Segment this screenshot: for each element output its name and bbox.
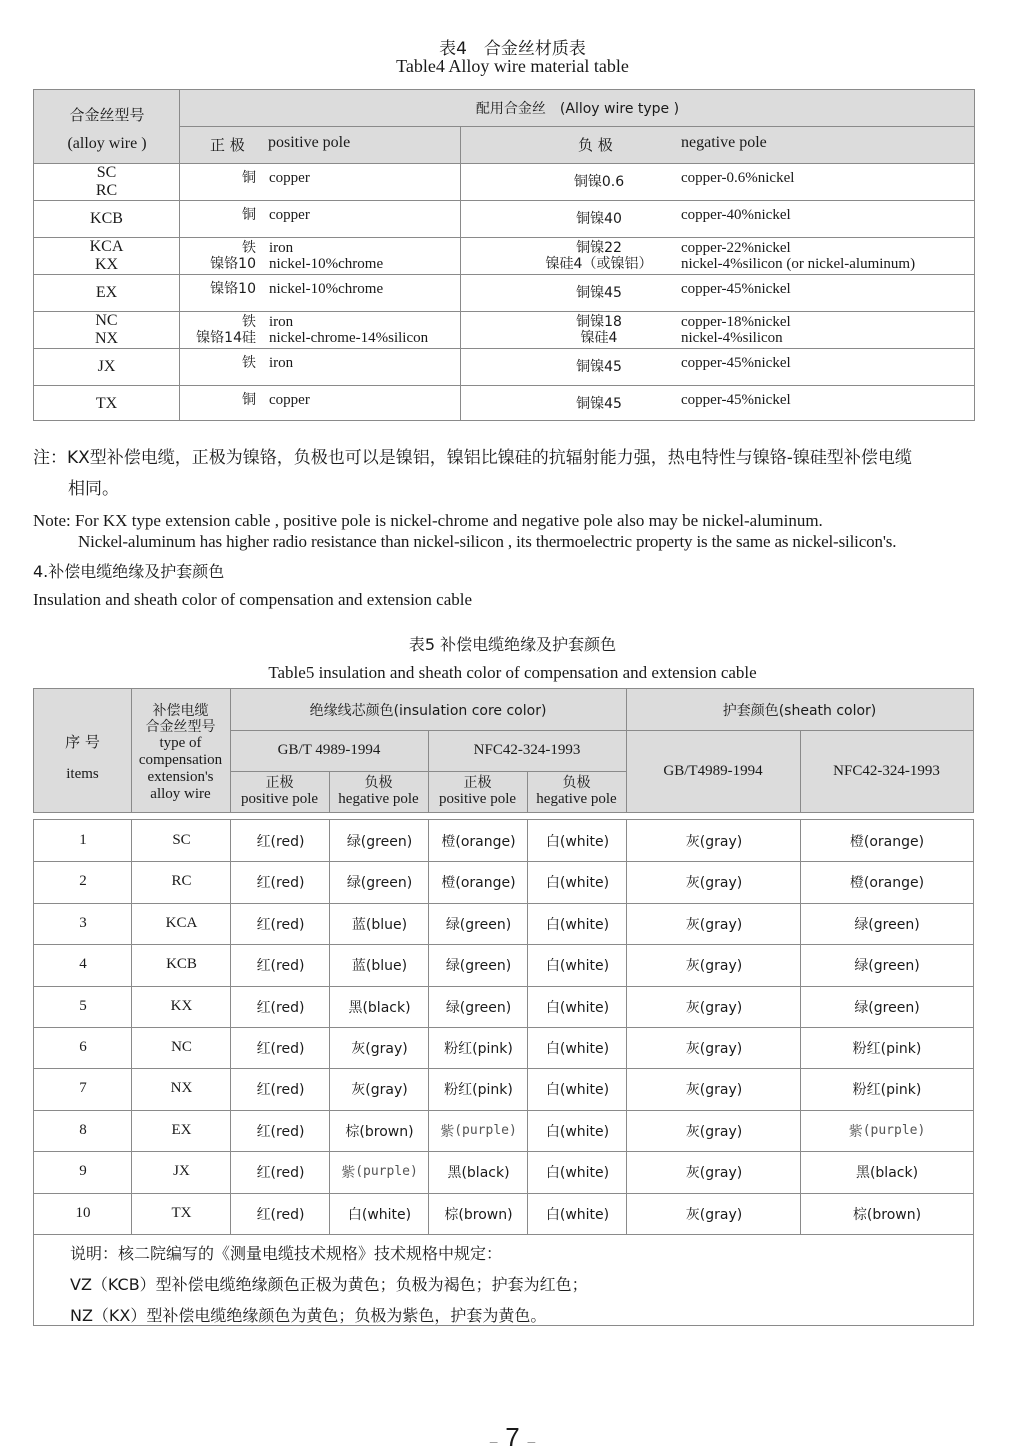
- color-cn: 紫: [341, 1164, 356, 1181]
- table5-cell-gb-positive: 红(red): [256, 1206, 305, 1223]
- table4-header-group: 配用合金丝 (Alloy wire type ): [475, 101, 680, 117]
- neg-material-cn: 铜镍45: [576, 358, 622, 375]
- table5-header-items-en: items: [66, 765, 99, 782]
- table5-cell-nfc-negative: 白(white): [545, 1081, 610, 1098]
- table4-row-pos-cn: [180, 270, 256, 307]
- pos-material-en: copper: [269, 206, 310, 223]
- section-heading-cn: 4.补偿电缆绝缘及护套颜色: [33, 562, 225, 581]
- page-number: – 7 –: [489, 1422, 536, 1452]
- table5-cell-sheath-gb: 灰(gray): [685, 1040, 743, 1057]
- table5-header-type: [131, 703, 230, 803]
- table5-cell-gb-negative: [330, 1151, 429, 1192]
- neg-material-cn: 铜镍45: [576, 284, 622, 301]
- table5-cell-nfc-positive: 粉红(pink): [444, 1040, 513, 1057]
- neg-material-en: copper-45%nickel: [681, 280, 791, 297]
- table4-header-pos-en: positive pole: [268, 134, 351, 151]
- table5-header-type-en4: alloy wire: [150, 786, 211, 802]
- table5-cell-sheath-nfc: 棕(brown): [852, 1206, 922, 1223]
- table4-header-neg-cn: 负 极: [578, 136, 613, 154]
- pos-material-en: iron: [269, 354, 294, 371]
- pos-material-cn: 铜: [242, 206, 256, 223]
- divider: [34, 1234, 973, 1235]
- alloy-type: KCB: [90, 209, 123, 227]
- table5-cell-nfc-positive: 橙(orange): [441, 833, 516, 850]
- alloy-type: TX: [95, 394, 118, 412]
- table5-cell-nfc-negative: 白(white): [545, 1123, 610, 1140]
- pos-material-cn: 铜: [242, 391, 256, 408]
- table4-row-pos-cn: [180, 344, 256, 381]
- neg-material-cn: 铜镍18: [576, 313, 622, 330]
- table5-header-type-cn1: 补偿电缆: [152, 703, 209, 719]
- table4-row-pos-cn: [180, 159, 256, 196]
- table4-row-pos-cn: [180, 311, 256, 348]
- neg-material-en: nickel-4%silicon (or nickel-aluminum): [681, 255, 916, 272]
- table5-header-insulation: 绝缘线芯颜色(insulation core color): [309, 702, 547, 719]
- table4-row-neg-en: [681, 311, 973, 348]
- neg-material-en: nickel-4%silicon: [681, 329, 783, 346]
- table5-cell-gb-negative: 灰(gray): [351, 1040, 408, 1057]
- table5-cell-item-number: 3: [79, 915, 87, 931]
- table4-row-type: [34, 163, 179, 200]
- pos-material-en: nickel-chrome-14%silicon: [269, 329, 429, 346]
- table5-cell-sheath-gb: 灰(gray): [685, 916, 743, 933]
- alloy-type: NC: [95, 311, 118, 329]
- table5-header-nfc-pos: [428, 775, 527, 808]
- table4-row-neg-en: [681, 237, 973, 274]
- table5-cell-alloy-type: SC: [172, 832, 191, 848]
- table5-cell-sheath-gb: 灰(gray): [685, 874, 743, 891]
- table4-row-pos-en: [269, 344, 459, 381]
- table5-cell-nfc-negative: 白(white): [545, 999, 610, 1016]
- table4-header-alloy-cn: 合金丝型号: [69, 105, 145, 124]
- alloy-type: KCA: [89, 237, 124, 255]
- table5-cell-sheath-gb: 灰(gray): [685, 1123, 743, 1140]
- table5-cell-gb-positive: 红(red): [256, 1040, 305, 1057]
- table5-cell-gb-negative: 灰(gray): [351, 1081, 408, 1098]
- table5-header: [33, 688, 974, 813]
- table5-cell-sheath-nfc: 绿(green): [854, 916, 920, 933]
- table5-cell-alloy-type: NX: [170, 1080, 193, 1096]
- table5-cell-nfc-positive: 橙(orange): [441, 874, 516, 891]
- neg-material-cn: 铜镍22: [576, 239, 622, 256]
- pos-material-cn: 镍铬10: [210, 255, 256, 272]
- table5-cell-item-number: 8: [79, 1122, 87, 1138]
- table4-header-alloy-en: (alloy wire ): [67, 135, 147, 152]
- table5-cell-nfc-positive: 粉红(pink): [444, 1081, 513, 1098]
- table4-row-neg-en: [681, 270, 973, 307]
- table5-cell-alloy-type: JX: [173, 1163, 190, 1179]
- table5-cell-sheath-nfc: 黑(black): [855, 1164, 919, 1181]
- table4-row-neg-cn: [514, 200, 684, 237]
- alloy-type: KX: [94, 255, 119, 273]
- neg-material-en: copper-22%nickel: [681, 239, 791, 256]
- table5-cell-sheath-gb: 灰(gray): [685, 1206, 743, 1223]
- table5-cell-gb-positive: 红(red): [256, 833, 305, 850]
- table5-cell-nfc-positive: 黑(black): [447, 1164, 510, 1181]
- neg-material-en: copper-45%nickel: [681, 354, 791, 371]
- table5-header-type-en1: type of: [159, 735, 202, 751]
- table5-cell-sheath-nfc: 粉红(pink): [852, 1081, 922, 1098]
- table4-row-neg-en: [681, 196, 973, 233]
- color-en: (purple): [355, 1164, 418, 1179]
- table4-header-pos-cn: 正 极: [210, 136, 245, 154]
- table5-header-type-en2: compensation: [138, 752, 223, 768]
- neg-material-en: copper-18%nickel: [681, 313, 791, 330]
- table5-cell-sheath-nfc: 绿(green): [854, 957, 920, 974]
- table5-cell-nfc-positive: 棕(brown): [444, 1206, 513, 1223]
- table5-cell-nfc-negative: 白(white): [545, 1040, 610, 1057]
- color-cn: 紫: [440, 1123, 455, 1140]
- table5-cell-sheath-gb: 灰(gray): [685, 1164, 743, 1181]
- table5-header-type-cn2: 合金丝型号: [145, 719, 216, 735]
- table5-cell-sheath-nfc: 橙(orange): [849, 833, 925, 850]
- table5-cell-alloy-type: KCB: [166, 956, 197, 972]
- table5-cell-sheath-gb: 灰(gray): [685, 833, 743, 850]
- table4-row-pos-en: [269, 196, 459, 233]
- table4-row-neg-en: [681, 159, 973, 196]
- table4-row-pos-cn: [180, 196, 256, 233]
- table5-cell-gb-positive: 红(red): [256, 957, 305, 974]
- alloy-type: JX: [97, 357, 116, 375]
- table5-cell-gb-positive: 红(red): [256, 1123, 305, 1140]
- table5-header-type-en3: extension's: [147, 769, 214, 785]
- table5-cell-nfc-negative: 白(white): [545, 957, 610, 974]
- table5-cell-gb-negative: 黑(black): [348, 999, 411, 1016]
- table4-row-pos-cn: [180, 381, 256, 418]
- pos-material-cn: 铁: [242, 239, 256, 256]
- table4: [33, 89, 975, 421]
- table4-row-pos-en: [269, 311, 459, 348]
- color-cn: 紫: [848, 1123, 863, 1140]
- table4-row-type: [34, 274, 179, 311]
- table5-cell-item-number: 10: [75, 1205, 91, 1221]
- table5-cell-sheath-gb: 灰(gray): [685, 1081, 743, 1098]
- table4-row-neg-cn: [514, 311, 684, 348]
- table5-cell-nfc-negative: 白(white): [545, 1164, 610, 1181]
- neg-cn: 负极: [562, 775, 591, 791]
- table5-header-sheath-nfc: NFC42-324-1993: [833, 762, 940, 779]
- table5-cell-gb-negative: 绿(green): [346, 874, 413, 891]
- table5-cell-nfc-positive: 绿(green): [445, 999, 512, 1016]
- table5-cell-alloy-type: RC: [171, 873, 192, 889]
- table5-cell-nfc-positive: 绿(green): [445, 916, 512, 933]
- table5-header-gb-pos: [230, 775, 329, 808]
- table5-cell-nfc-negative: 白(white): [545, 874, 610, 891]
- table4-row-pos-en: [269, 381, 459, 418]
- note-en-line2: Nickel-aluminum has higher radio resistance than nickel-silicon , its thermoelectric property is the same as nickel-silicon's.: [78, 532, 897, 551]
- table5-cell-gb-negative: 棕(brown): [345, 1123, 414, 1140]
- table4-row-neg-en: [681, 344, 973, 381]
- neg-en: hegative pole: [338, 791, 419, 807]
- color-en: (purple): [862, 1123, 926, 1138]
- pos-material-en: copper: [269, 391, 310, 408]
- table5-cell-sheath-nfc: [801, 1110, 973, 1151]
- pos-material-cn: 镍铬14硅: [196, 329, 256, 346]
- table5-cell-alloy-type: KCA: [165, 915, 198, 931]
- divider: [179, 126, 975, 127]
- table5-header-sheath: 护套颜色(sheath color): [722, 702, 877, 719]
- table5-cell-gb-negative: 绿(green): [346, 833, 413, 850]
- table5-cell-item-number: 9: [79, 1163, 87, 1179]
- neg-material-cn: 镍硅4（或镍铝）: [545, 255, 653, 272]
- table4-row-pos-en: [269, 270, 459, 307]
- pos-material-en: copper: [269, 169, 310, 186]
- table5-cell-gb-negative: 蓝(blue): [351, 957, 408, 974]
- table5-title-en: Table5 insulation and sheath color of compensation and extension cable: [268, 663, 757, 682]
- color-en: (purple): [454, 1123, 517, 1138]
- pos-material-cn: 铁: [242, 313, 256, 330]
- page-number-value: 7: [505, 1422, 520, 1452]
- neg-material-cn: 镍硅4: [580, 329, 618, 346]
- table5-cell-sheath-nfc: 橙(orange): [849, 874, 925, 891]
- table4-row-neg-cn: [514, 163, 684, 200]
- table4-row-neg-cn: [514, 274, 684, 311]
- note-cn-line2: 相同。: [68, 479, 119, 499]
- pos-material-cn: 铜: [242, 169, 256, 186]
- table4-row-type: [34, 385, 179, 422]
- remark-line: 说明：核二院编写的《测量电缆技术规格》技术规格中规定：: [70, 1244, 503, 1263]
- alloy-type: RC: [95, 181, 118, 199]
- pos-en: positive pole: [438, 791, 517, 807]
- table5-cell-nfc-positive: [429, 1110, 528, 1151]
- table4-title-en: Table4 Alloy wire material table: [396, 56, 629, 76]
- remark-line: NZ（KX）型补偿电缆绝缘颜色为黄色；负极为紫色，护套为黄色。: [70, 1306, 547, 1325]
- table5-cell-nfc-negative: 白(white): [545, 1206, 610, 1223]
- table4-header-neg-en: negative pole: [681, 134, 767, 151]
- table4-row-type: [34, 311, 179, 348]
- table5-cell-sheath-nfc: 粉红(pink): [852, 1040, 922, 1057]
- table5-cell-alloy-type: TX: [171, 1205, 192, 1221]
- table5-cell-gb-positive: 红(red): [256, 999, 305, 1016]
- table4-row-pos-en: [269, 237, 459, 274]
- table4-row-neg-cn: [514, 348, 684, 385]
- section-heading-en: Insulation and sheath color of compensation and extension cable: [33, 590, 473, 609]
- table5-cell-item-number: 6: [79, 1039, 87, 1055]
- table5-cell-item-number: 7: [79, 1080, 87, 1096]
- neg-material-cn: 铜镍0.6: [573, 173, 625, 190]
- table5-cell-alloy-type: KX: [170, 998, 193, 1014]
- table4-row-type: [34, 200, 179, 237]
- table4-row-type: [34, 237, 179, 274]
- alloy-type: EX: [95, 283, 118, 301]
- table5-cell-sheath-nfc: 绿(green): [854, 999, 920, 1016]
- table4-row-neg-en: [681, 381, 973, 418]
- table5-cell-nfc-negative: 白(white): [545, 916, 610, 933]
- neg-material-en: copper-40%nickel: [681, 206, 791, 223]
- pos-material-en: nickel-10%chrome: [269, 255, 384, 272]
- table5-cell-item-number: 5: [79, 998, 87, 1014]
- neg-en: hegative pole: [536, 791, 617, 807]
- pos-material-cn: 镍铬10: [210, 280, 256, 297]
- table5-cell-gb-positive: 红(red): [256, 1164, 305, 1181]
- table5-cell-gb-positive: 红(red): [256, 874, 305, 891]
- table5-cell-nfc-negative: 白(white): [545, 833, 610, 850]
- table5-cell-gb-positive: 红(red): [256, 1081, 305, 1098]
- table4-row-neg-cn: [514, 385, 684, 422]
- neg-material-cn: 铜镍45: [576, 395, 622, 412]
- alloy-type: NX: [94, 329, 119, 347]
- table5-cell-sheath-gb: 灰(gray): [685, 999, 743, 1016]
- pos-cn: 正极: [463, 775, 492, 791]
- table5-cell-sheath-gb: 灰(gray): [685, 957, 743, 974]
- neg-material-en: copper-45%nickel: [681, 391, 791, 408]
- table5-cell-gb-positive: 红(red): [256, 916, 305, 933]
- table5-cell-nfc-positive: 绿(green): [445, 957, 512, 974]
- table5-header-items-cn: 序 号: [65, 732, 100, 751]
- divider: [460, 126, 461, 420]
- table4-row-pos-cn: [180, 237, 256, 274]
- pos-en: positive pole: [240, 791, 319, 807]
- neg-cn: 负极: [364, 775, 393, 791]
- pos-cn: 正极: [265, 775, 294, 791]
- table5-cell-item-number: 1: [79, 832, 87, 848]
- table5-cell-alloy-type: EX: [171, 1122, 192, 1138]
- table5-header-sheath-gb: GB/T4989-1994: [663, 762, 763, 779]
- table5-cell-alloy-type: NC: [171, 1039, 192, 1055]
- pos-material-en: nickel-10%chrome: [269, 280, 384, 297]
- neg-material-cn: 铜镍40: [576, 210, 622, 227]
- pos-material-cn: 铁: [242, 354, 256, 371]
- table5-cell-gb-negative: 白(white): [347, 1206, 412, 1223]
- table4-row-neg-cn: [514, 237, 684, 274]
- note-cn-line1: 注：KX型补偿电缆，正极为镍铬，负极也可以是镍铝，镍铝比镍硅的抗辐射能力强，热电特性与镍铬-镍硅型补偿电缆: [33, 448, 912, 468]
- table5-header-gb-neg: [329, 775, 428, 808]
- table4-row-type: [34, 348, 179, 385]
- table4-title-cn: 表4 合金丝材质表: [439, 39, 586, 59]
- table5-body: [33, 819, 974, 1326]
- table5-header-nfc: NFC42-324-1993: [473, 742, 581, 758]
- pos-material-en: iron: [269, 239, 294, 256]
- table5-title-cn: 表5 补偿电缆绝缘及护套颜色: [408, 635, 617, 654]
- alloy-type: SC: [96, 163, 117, 181]
- note-en-line1: Note: For KX type extension cable , positive pole is nickel-chrome and negative pole also may be nickel-aluminum.: [33, 511, 823, 530]
- table4-row-pos-en: [269, 159, 459, 196]
- pos-material-en: iron: [269, 313, 294, 330]
- table5-header-nfc-neg: [527, 775, 626, 808]
- table5-cell-gb-negative: 蓝(blue): [351, 916, 408, 933]
- table5-header-gb: GB/T 4989-1994: [277, 742, 381, 758]
- neg-material-en: copper-0.6%nickel: [681, 169, 795, 186]
- remark-line: VZ（KCB）型补偿电缆绝缘颜色正极为黄色；负极为褐色；护套为红色；: [70, 1275, 588, 1294]
- table5-cell-item-number: 4: [79, 956, 87, 972]
- table5-remarks: [70, 1238, 588, 1331]
- table5-cell-item-number: 2: [79, 873, 87, 889]
